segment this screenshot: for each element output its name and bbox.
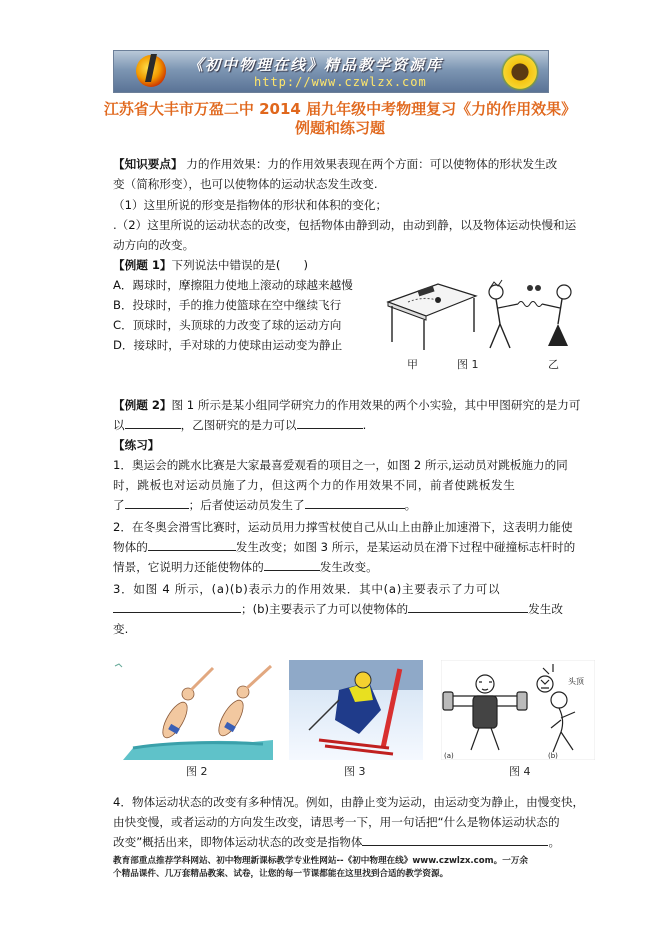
example2-line1	[113, 396, 580, 414]
knowledge-text2: 变（简称形变），也可以使物体的运动状态发生改变.	[113, 177, 378, 191]
q4-l3b: 。	[548, 835, 561, 849]
knowledge-text1: 力的作用效果：力的作用效果表现在两个方面：可以使物体的形状发生改	[186, 157, 558, 171]
practice-label: 【练习】	[113, 438, 160, 452]
figure4-head-label: 头顶	[568, 677, 584, 686]
practice-q1-l3a: 了	[113, 498, 125, 512]
practice-q1-l2: 时，跳板也对运动员施了力，但这两个力的作用效果不同，前者使跳板发生	[113, 478, 516, 492]
q4-l3a: 改变”概括出来，即物体运动状态的改变是指物体	[113, 835, 363, 849]
practice-q1-blank2[interactable]	[305, 496, 405, 509]
practice-q2-l3b: 发生改变。	[319, 560, 378, 574]
practice-q2-l2b: 发生改变；如图 3 所示，是某运动员在滑下过程中碰撞标志杆时的	[235, 540, 576, 554]
practice-q1-blank1[interactable]	[125, 496, 189, 509]
knowledge-line1	[113, 155, 557, 173]
practice-q2-blank2[interactable]	[264, 558, 320, 571]
footer-line2: 个精品课件、几万套精品教案、试卷，让您的每一节课都能在这里找到合适的教学资源。	[113, 869, 449, 879]
example1-option-a: A．踢球时，摩擦阻力使地上滚动的球越来越慢	[113, 278, 353, 292]
practice-q3-l1	[113, 580, 500, 598]
q4-l1: 4．物体运动状态的改变有多种情况。例如，由静止变为运动，由运动变为静止，由慢变快，	[113, 795, 585, 809]
example2-text2b: ，乙图研究的是力可以	[180, 418, 297, 432]
practice-q3-l2a: ；(b)主要表示了力可以使物体的	[241, 602, 409, 616]
header-banner	[113, 50, 549, 93]
practice-q2-l3a: 情景，它说明力还能使物体的	[113, 560, 264, 574]
practice-q2-l2a: 物体的	[113, 540, 148, 554]
practice-q3-l1-text: 3．如图 4 所示，(a)(b)表示力的作用效果．其中(a)主要表示了力可以	[113, 582, 501, 596]
practice-q2-l1: 2．在冬奥会滑雪比赛时，运动员用力撑雪杖使自己从山上由静止加速滑下，这表明力能使	[113, 520, 573, 534]
knowledge-label: 【知识要点】	[113, 157, 183, 171]
figure2-caption: 图 2	[186, 765, 208, 778]
example1-header	[113, 256, 308, 274]
q4-l3	[113, 833, 560, 851]
figure1-label-a: 甲	[407, 358, 418, 371]
example1-option-c: C．顶球时，头顶球的力改变了球的运动方向	[113, 318, 342, 332]
practice-q1-l1: 1．奥运会的跳水比赛是大家最喜爱观看的项目之一，如图 2 所示,运动员对跳板施力的同	[113, 458, 568, 472]
doc-title-line2: 例题和练习题	[294, 119, 385, 137]
practice-q3-l2b: 发生改	[528, 602, 563, 616]
doc-title-line1: 江苏省大丰市万盈二中 2014 届九年级中考物理复习《力的作用效果》	[103, 100, 577, 118]
figure1-tug	[489, 280, 571, 348]
example2-line2	[113, 416, 366, 434]
example2-label: 【例题 2】	[113, 398, 172, 412]
figure1-caption: 图 1	[457, 358, 479, 371]
practice-q2-l3	[113, 558, 378, 576]
example2-blank2[interactable]	[297, 416, 363, 429]
sunflower-icon	[500, 53, 540, 91]
figure2-divers	[113, 660, 279, 760]
q4-blank[interactable]	[362, 833, 548, 846]
figure4-illustration	[441, 660, 595, 760]
practice-q3-l2	[113, 600, 563, 618]
knowledge-item2b: 动方向的改变。	[113, 238, 195, 252]
knowledge-item2a: .（2）这里所说的运动状态的改变，包括物体由静到动，由动到静，以及物体运动快慢和运	[113, 218, 577, 232]
figure1-table	[388, 284, 476, 350]
practice-q1-l3b: ；后者使运动员发生了	[188, 498, 305, 512]
figure1-label-b: 乙	[548, 358, 559, 371]
practice-q1-l3	[113, 496, 416, 514]
example2-text1: 图 1 所示是某小组同学研究力的作用效果的两个小实验，其中甲图研究的是力可	[171, 398, 581, 412]
figure4-label-b: (b)	[548, 752, 558, 760]
practice-q3-blank2[interactable]	[408, 600, 528, 613]
figure3-caption: 图 3	[344, 765, 366, 778]
figure1-illustration	[378, 262, 578, 354]
figure3-skier	[289, 660, 423, 760]
practice-q3-l3: 变.	[113, 622, 129, 636]
q4-l2: 由快变慢，或者运动的方向发生改变，请思考一下，用一句话把“什么是物体运动状态的	[113, 815, 560, 829]
example1-question: 下列说法中错误的是( )	[171, 258, 309, 272]
footer-line1: 教育部重点推荐学科网站、初中物理新课标教学专业性网站--《初中物理在线》www.czwlzx.com。一万余	[113, 856, 528, 866]
example1-label: 【例题 1】	[113, 258, 172, 272]
example2-text2a: 以	[113, 418, 125, 432]
practice-q3-blank1[interactable]	[113, 600, 241, 613]
practice-q2-l2	[113, 538, 575, 556]
example2-blank1[interactable]	[125, 416, 181, 429]
example1-option-d: D．接球时，手对球的力使球由运动变为静止	[113, 338, 343, 352]
example1-option-b: B．投球时，手的推力使篮球在空中继续飞行	[113, 298, 342, 312]
figure4-label-a: (a)	[444, 752, 454, 760]
knowledge-item1: （1）这里所说的形变是指物体的形状和体积的变化；	[113, 198, 388, 212]
practice-q1-l3c: 。	[404, 498, 417, 512]
figure4-caption: 图 4	[509, 765, 531, 778]
example2-text2c: .	[362, 418, 367, 432]
banner-title: 《初中物理在线》精品教学资源库	[188, 56, 444, 74]
practice-q2-blank1[interactable]	[148, 538, 236, 551]
banner-url[interactable]: http://www.czwlzx.com	[254, 75, 427, 89]
